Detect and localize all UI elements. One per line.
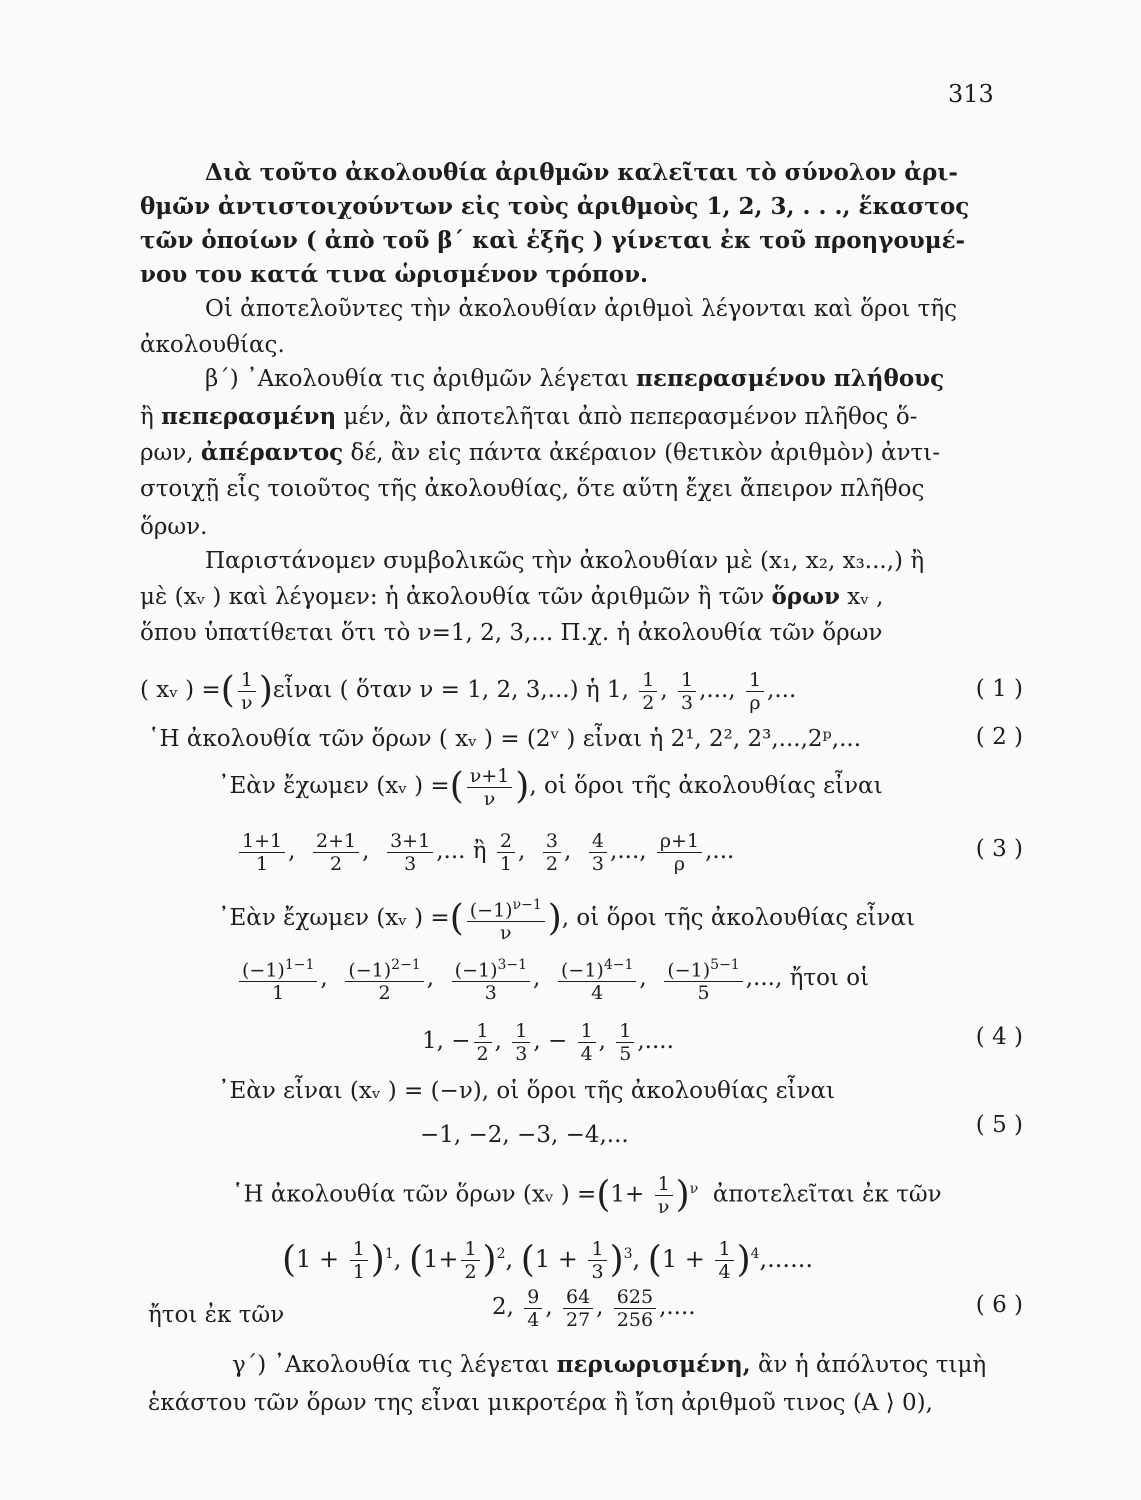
eq2-tag: ( 2 ): [975, 724, 1023, 750]
eq4-tag: ( 4 ): [975, 1024, 1023, 1050]
eq4-suffix: , οἱ ὅροι τῆς ἀκολουθίας εἶναι: [561, 905, 916, 932]
notation-xv: xᵥ ,: [839, 584, 884, 610]
gamma-line-1: [232, 1350, 986, 1380]
beta-term-finite-2: πεπερασμένη: [161, 403, 337, 430]
notation-line-1: Παριστάνομεν συμβολικῶς τὴν ἀκολουθίαν μὲ (x₁, x₂, x₃...,) ἢ: [205, 548, 925, 574]
beta-line-5: ὅρων.: [140, 514, 208, 540]
eq1-middle: εἶναι ( ὅταν ν = 1, 2, 3,...) ἡ 1,: [272, 677, 629, 703]
equation-1: ( xᵥ ) =( $\frac{1}{\nu}$ )εἶναι ( ὅταν ν = 1, 2, 3,...) ἡ 1, $\frac{1}{2}$ , $\frac{1}{3}$ ,..., $\frac{1}{\rho}$ ,...: [140, 668, 797, 714]
equation-6-def: ῾Η ἀκολουθία τῶν ὅρων (xᵥ ) =(1+ $\frac{1}{\nu}$ )$^\nu$ ἀποτελεῖται ἐκ τῶν: [232, 1173, 942, 1219]
notation-line-3: ὅπου ὑπατίθεται ὅτι τὸ ν=1, 2, 3,... Π.χ. ἡ ἀκολουθία τῶν ὅρων: [140, 620, 883, 646]
notation-term: ὅρων: [771, 583, 840, 610]
beta-text-a: β΄) ᾿Ακολουθία τις ἀριθμῶν λέγεται: [205, 366, 637, 392]
definition-line-1: Διὰ τοῦτο ἀκολουθία ἀριθμῶν καλεῖται τὸ σύνολον ἀρι-: [205, 159, 958, 186]
equation-4-def: ᾿Εὰν ἔχωμεν (xᵥ ) =( $\frac{(-1)^{\nu-1}}{\nu}$ ), οἱ ὅροι τῆς ἀκολουθίας εἶναι: [218, 894, 915, 944]
beta-text-e: μέν, ἂν ἀποτελῆται ἀπὸ πεπερασμένον πλῆθος ὅ-: [336, 404, 918, 430]
notation-line-2: [140, 582, 883, 612]
beta-line-2: [140, 402, 917, 432]
equation-5-def: ᾿Εὰν εἶναι (xᵥ ) = (−ν), οἱ ὅροι τῆς ἀκολουθίας εἶναι: [218, 1078, 836, 1104]
gamma-line-2: ἑκάστου τῶν ὅρων της εἶναι μικροτέρα ἢ ἴση ἀριθμοῦ τινος (A ⟩ 0),: [148, 1390, 933, 1416]
beta-line-4: στοιχῇ εἷς τοιοῦτος τῆς ἀκολουθίας, ὅτε αὕτη ἔχει ἄπειρον πλῆθος: [140, 476, 925, 502]
beta-term-infinite: ἀπέραντος: [200, 439, 344, 466]
eq6-suffix: ἀποτελεῖται ἐκ τῶν: [712, 1181, 942, 1208]
eq1-prefix: ( xᵥ ) =: [140, 677, 221, 703]
gamma-term-bounded: περιωρισμένη,: [556, 1351, 751, 1378]
equation-2: ῾Η ἀκολουθία τῶν ὅρων ( xᵥ ) = (2ᵛ ) εἶναι ἡ 2¹, 2², 2³,...,2ᵖ,...: [148, 726, 861, 752]
definition-line-3: τῶν ὁποίων ( ἀπὸ τοῦ β΄ καὶ ἑξῆς ) γίνεται ἐκ τοῦ προηγουμέ-: [140, 227, 966, 254]
eq5-tag: ( 5 ): [975, 1112, 1023, 1138]
terms-line-2: ἀκολουθίας.: [140, 332, 285, 358]
equation-4-terms: $\frac{(-1)^{1-1}}{1}$ , $\frac{(-1)^{2-1}}{2}$ , $\frac{(-1)^{3-1}}{3}$ , $\frac{(-1)^{4-1}}{4}$ , $\frac{(-1)^{5-1}}{5}$ ,..., ἤτοι οἱ: [236, 954, 869, 1004]
eq3-prefix: ᾿Εὰν ἔχωμεν (xᵥ ) =: [218, 773, 450, 799]
beta-text-f: ρων,: [140, 440, 201, 466]
beta-line-1: [205, 364, 944, 394]
definition-line-2: θμῶν ἀντιστοιχούντων εἰς τοὺς ἀριθμοὺς 1, 2, 3, . . ., ἕκαστος: [140, 193, 970, 220]
gamma-text-c: ἂν ἡ ἀπόλυτος τιμὴ: [750, 1352, 987, 1378]
equation-3-terms: $\frac{1+1}{1}$ , $\frac{2+1}{2}$ , $\frac{3+1}{3}$ ,... ἢ $\frac{2}{1}$ , $\frac{3}{2}$ , $\frac{4}{3}$ ,..., $\frac{\rho+1}{\rho}$ ,...: [236, 828, 734, 875]
definition-line-4: νου του κατά τινα ὡρισμένον τρόπον.: [140, 261, 649, 288]
beta-term-finite: πεπερασμένου πλήθους: [636, 365, 945, 392]
beta-text-c: ἢ: [140, 404, 162, 430]
equation-3-def: ᾿Εὰν ἔχωμεν (xᵥ ) =( $\frac{\nu+1}{\nu}$ ), οἱ ὅροι τῆς ἀκολουθίας εἶναι: [218, 764, 883, 810]
eq1-tag: ( 1 ): [975, 676, 1023, 702]
terms-line-1: Οἱ ἀποτελοῦντες τὴν ἀκολουθίαν ἀριθμοὶ λέγονται καὶ ὅροι τῆς: [205, 296, 958, 322]
page-number: 313: [948, 80, 994, 108]
eq3-or: ἢ: [472, 838, 487, 864]
beta-text-h: δέ, ἂν εἰς πάντα ἀκέραιον (θετικὸν ἀριθμὸν) ἀντι-: [343, 440, 941, 466]
eq4-htoi: ,..., ἤτοι οἱ: [745, 965, 870, 992]
notation-text: μὲ (xᵥ ) καὶ λέγομεν: ἡ ἀκολουθία τῶν ἀριθμῶν ἢ τῶν: [140, 584, 772, 610]
equation-6-terms: (1 + $\frac{1}{1}$ )$^1$, (1+ $\frac{1}{2}$ )$^2$, (1 + $\frac{1}{3}$ )$^3$, (1 + $\frac{1}{4}$ )$^4$,......: [282, 1238, 813, 1283]
equation-5-terms: −1, −2, −3, −4,...: [420, 1122, 629, 1148]
equation-6-values: 2, $\frac{9}{4}$ , $\frac{64}{27}$ , $\frac{625}{256}$ ,....: [492, 1285, 696, 1331]
eq6-prefix: ῾Η ἀκολουθία τῶν ὅρων (xᵥ ) =: [232, 1181, 597, 1208]
gamma-text-a: γ΄) ᾿Ακολουθία τις λέγεται: [232, 1352, 557, 1378]
eq3-tag: ( 3 ): [975, 836, 1023, 862]
beta-line-3: [140, 438, 940, 468]
eq4-prefix: ᾿Εὰν ἔχωμεν (xᵥ ) =: [218, 905, 450, 932]
eq6-tag: ( 6 ): [975, 1292, 1023, 1318]
eq6-htoi: ἤτοι ἐκ τῶν: [148, 1302, 285, 1328]
eq3-suffix: , οἱ ὅροι τῆς ἀκολουθίας εἶναι: [529, 773, 883, 799]
equation-4-values: 1, − $\frac{1}{2}$ , $\frac{1}{3}$ , − $\frac{1}{4}$ , $\frac{1}{5}$ ,....: [422, 1019, 674, 1065]
